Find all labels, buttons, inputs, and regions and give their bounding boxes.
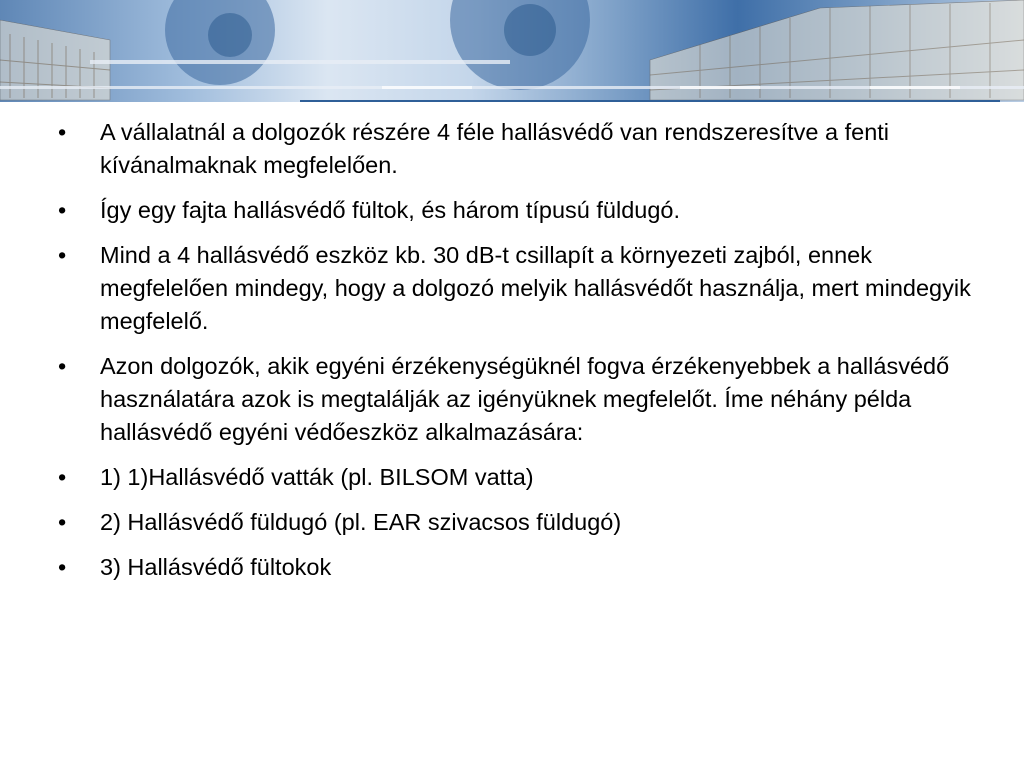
bullet-icon: • <box>58 119 67 145</box>
bullet-text: Azon dolgozók, akik egyéni érzékenységüknél fogva érzékenyebbek a hallásvédő használatára azok is megtalálják az igényüknek megfelelőt. Íme néhány példa hallásvédő egyéni védőeszköz alkalmazására: <box>100 353 950 445</box>
bullet-icon: • <box>58 353 67 379</box>
list-item <box>56 239 976 338</box>
bullet-text: 1) 1)Hallásvédő vatták (pl. BILSOM vatta) <box>100 464 534 490</box>
list-item <box>56 506 976 539</box>
list-item <box>56 194 976 227</box>
bullet-text: Mind a 4 hallásvédő eszköz kb. 30 dB-t csillapít a környezeti zajból, ennek megfelelően mindegy, hogy a dolgozó melyik hallásvédőt használja, mert mindegyik megfelelő. <box>100 242 971 334</box>
header-banner <box>0 0 1024 102</box>
bullet-icon: • <box>58 464 67 490</box>
slide-body <box>56 116 976 596</box>
bullet-text: A vállalatnál a dolgozók részére 4 féle hallásvédő van rendszeresítve a fenti kívánalmaknak megfelelően. <box>100 119 890 178</box>
bullet-text: 2) Hallásvédő füldugó (pl. EAR szivacsos füldugó) <box>100 509 622 535</box>
bullet-icon: • <box>58 197 67 223</box>
bullet-icon: • <box>58 242 67 268</box>
bullet-icon: • <box>58 554 67 580</box>
list-item <box>56 551 976 584</box>
list-item <box>56 350 976 449</box>
bullet-list <box>56 116 976 584</box>
bullet-icon: • <box>58 509 67 535</box>
gears-and-building-banner-icon <box>0 0 1024 102</box>
list-item <box>56 116 976 182</box>
list-item <box>56 461 976 494</box>
bullet-text: 3) Hallásvédő fültokok <box>100 554 332 580</box>
bullet-text: Így egy fajta hallásvédő fültok, és három típusú füldugó. <box>100 197 681 223</box>
